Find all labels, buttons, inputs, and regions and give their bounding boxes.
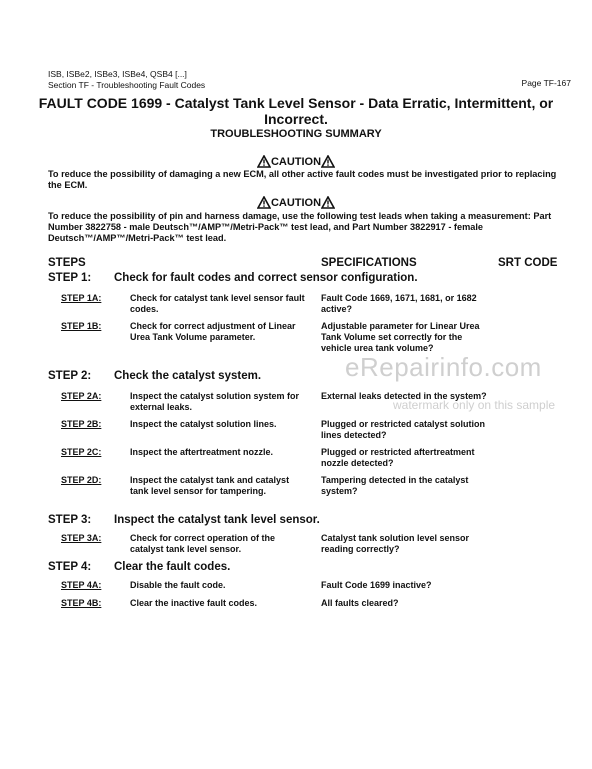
substep-2a-spec: External leaks detected in the system?	[321, 391, 487, 401]
substep-3a-label: STEP 3A:	[61, 533, 102, 543]
substep-2c-desc: Inspect the aftertreatment nozzle.	[130, 447, 274, 457]
step-title: Check for fault codes and correct sensor configuration.	[114, 272, 418, 284]
column-steps: STEPS	[48, 257, 86, 269]
warning-triangle-icon	[257, 155, 271, 168]
header-left	[48, 69, 205, 91]
substep-2b-label: STEP 2B:	[61, 419, 102, 429]
header-section: Section TF - Troubleshooting Fault Codes	[48, 80, 206, 90]
caution-text-2: To reduce the possibility of pin and harness damage, use the following test leads when taking a measurement: Part Number 3822758 - male Deutsch™/AMP™/Metri-Pack™ test lead, and Part Number 3822917 - female Deutsch™/AMP™/Metri-Pack™ test lead.	[48, 211, 552, 243]
page-subtitle: TROUBLESHOOTING SUMMARY	[210, 128, 382, 140]
caution-text-1: To reduce the possibility of damaging a new ECM, all other active fault codes must be investigated prior to replacing the ECM.	[48, 169, 557, 190]
step-title: Clear the fault codes.	[114, 561, 231, 573]
substep-2b-spec: Plugged or restricted catalyst solution lines detected?	[321, 419, 486, 440]
warning-triangle-icon	[321, 155, 335, 168]
substep-1b-spec: Adjustable parameter for Linear Urea Tank Volume set correctly for the vehicle urea tank volume?	[321, 321, 480, 353]
caution-heading-2	[0, 196, 592, 209]
caution-label-1: CAUTION	[270, 155, 322, 168]
substep-2d-desc: Inspect the catalyst tank and catalyst tank level sensor for tampering.	[130, 475, 290, 496]
substep-4b-label: STEP 4B:	[61, 598, 102, 608]
substep-2a-label: STEP 2A:	[61, 391, 102, 401]
substep-3a-desc: Check for correct operation of the catalyst tank level sensor.	[130, 533, 276, 554]
step-label: STEP 2:	[48, 370, 92, 382]
header-page-number: Page TF-167	[521, 78, 571, 88]
substep-4b-desc: Clear the inactive fault codes.	[130, 598, 258, 608]
substep-4a-spec: Fault Code 1699 inactive?	[321, 580, 432, 590]
step-2	[48, 370, 261, 382]
substep-3a-spec: Catalyst tank solution level sensor reading correctly?	[321, 533, 470, 554]
step-1	[48, 272, 418, 284]
watermark-site: eRepairinfo.com	[345, 352, 542, 382]
warning-triangle-icon	[321, 196, 335, 209]
warning-triangle-icon	[257, 196, 271, 209]
substep-2d-label: STEP 2D:	[61, 475, 102, 485]
substep-4b-spec: All faults cleared?	[321, 598, 399, 608]
caution-label-2: CAUTION	[270, 196, 322, 209]
step-3	[48, 514, 320, 526]
step-title: Check the catalyst system.	[114, 370, 262, 382]
header-models: ISB, ISBe2, ISBe3, ISBe4, QSB4 [...]	[48, 69, 187, 79]
substep-2c-spec: Plugged or restricted aftertreatment nozzle detected?	[321, 447, 475, 468]
substep-4a-label: STEP 4A:	[61, 580, 102, 590]
step-label: STEP 1:	[48, 272, 92, 284]
step-label: STEP 4:	[48, 561, 92, 573]
substep-2b-desc: Inspect the catalyst solution lines.	[130, 419, 277, 429]
step-title: Inspect the catalyst tank level sensor.	[114, 514, 320, 526]
substep-2c-label: STEP 2C:	[61, 447, 102, 457]
substep-2a-desc: Inspect the catalyst solution system for external leaks.	[130, 391, 300, 412]
caution-heading-1	[0, 155, 592, 168]
substep-1a-label: STEP 1A:	[61, 293, 102, 303]
substep-1a-spec: Fault Code 1669, 1671, 1681, or 1682 active?	[321, 293, 477, 314]
watermark-note: watermark only on this sample	[393, 398, 556, 412]
substep-4a-desc: Disable the fault code.	[130, 580, 226, 590]
substep-1b-desc: Check for correct adjustment of Linear Urea Tank Volume parameter.	[130, 321, 296, 342]
page-title: FAULT CODE 1699 - Catalyst Tank Level Sensor - Data Erratic, Intermittent, or Incorrect.	[38, 95, 554, 127]
substep-2d-spec: Tampering detected in the catalyst system?	[321, 475, 469, 496]
column-specifications: SPECIFICATIONS	[321, 257, 417, 269]
step-4	[48, 561, 230, 573]
column-srt-code: SRT CODE	[498, 257, 558, 269]
substep-1a-desc: Check for catalyst tank level sensor fault codes.	[130, 293, 305, 314]
substep-1b-label: STEP 1B:	[61, 321, 102, 331]
step-label: STEP 3:	[48, 514, 92, 526]
